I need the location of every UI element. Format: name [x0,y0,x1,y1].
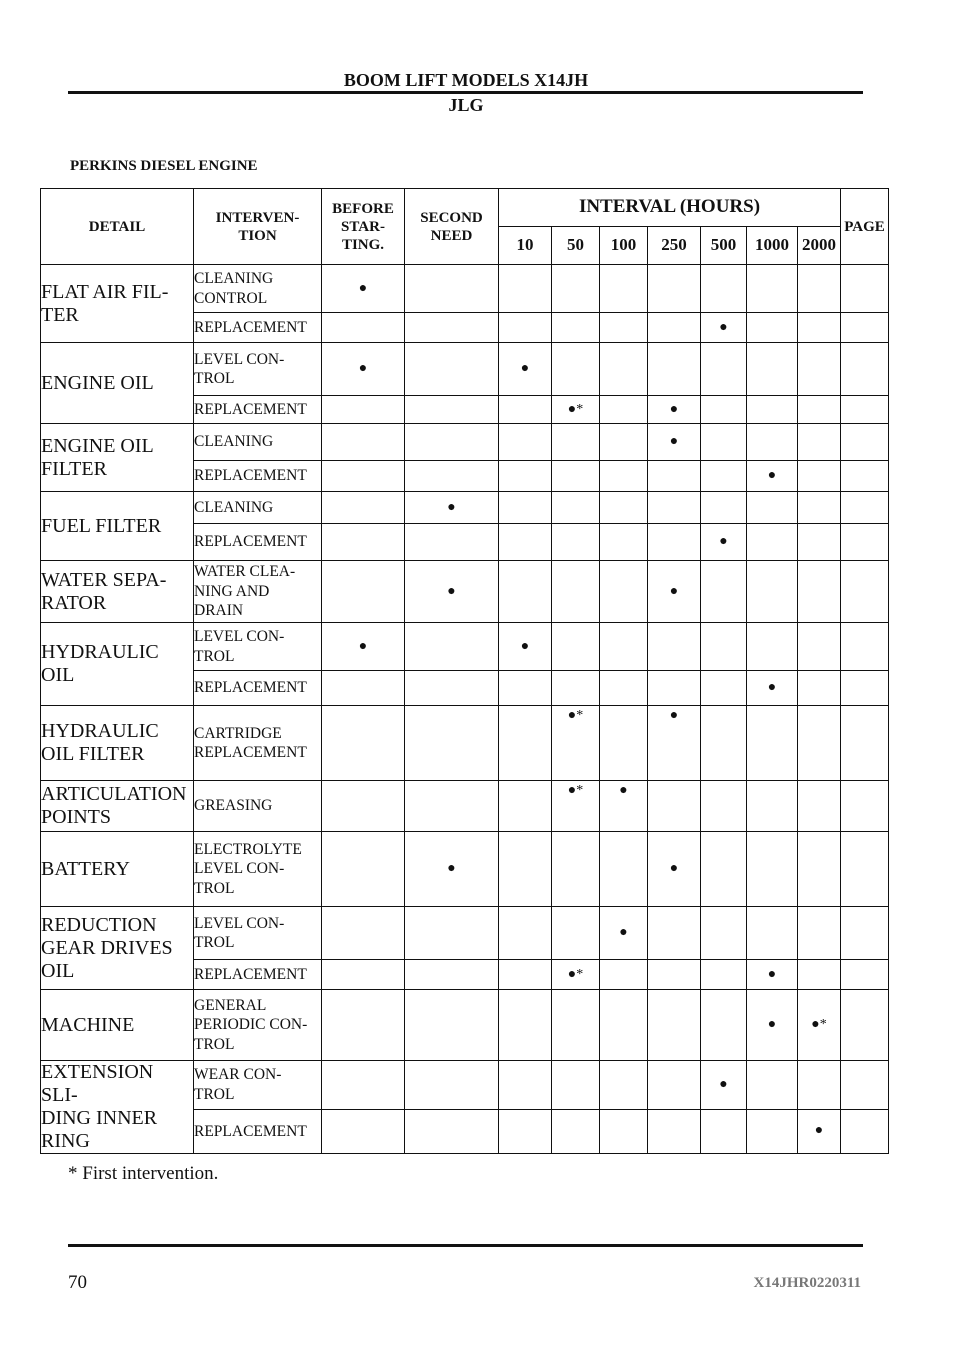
header-hour-1000: 1000 [747,227,798,265]
document-code: X14JHR0220311 [753,1275,861,1291]
section-title: PERKINS DIESEL ENGINE [70,158,258,174]
schedule-cell [701,561,747,623]
schedule-cell [600,561,648,623]
schedule-cell [701,671,747,706]
footnote: * First intervention. [68,1163,219,1184]
schedule-cell [600,1061,648,1110]
schedule-mark: ● [600,907,648,960]
schedule-mark: ● [648,396,701,424]
intervention-cell: REPLACEMENT [194,960,322,990]
schedule-cell [322,960,405,990]
schedule-cell [648,461,701,492]
schedule-cell [499,1061,552,1110]
schedule-cell [701,461,747,492]
schedule-mark: ●* [552,781,600,832]
schedule-cell [648,990,701,1061]
schedule-cell [747,343,798,396]
schedule-cell [841,671,889,706]
schedule-cell [701,396,747,424]
table-row [41,343,889,396]
schedule-cell [701,990,747,1061]
table-row [41,561,889,623]
schedule-cell [322,781,405,832]
schedule-cell [701,706,747,781]
schedule-cell [701,781,747,832]
schedule-mark: ● [405,832,499,907]
table-row [41,907,889,960]
schedule-mark: ● [322,265,405,313]
table-row [41,990,889,1061]
schedule-mark: ●* [552,706,600,781]
schedule-cell [322,907,405,960]
schedule-cell [747,706,798,781]
schedule-cell [798,492,841,524]
schedule-mark: ● [701,313,747,343]
intervention-cell: CLEANING [194,424,322,461]
schedule-mark: ● [322,343,405,396]
schedule-cell [600,623,648,671]
table-row [41,706,889,781]
schedule-cell [747,623,798,671]
table-row [41,265,889,313]
schedule-cell [747,561,798,623]
schedule-cell [499,424,552,461]
schedule-cell [701,907,747,960]
schedule-cell [747,1109,798,1153]
header-hour-10: 10 [499,227,552,265]
detail-cell: FUEL FILTER [41,492,194,561]
schedule-mark: ● [798,1109,841,1153]
document-subtitle: JLG [448,95,484,115]
schedule-cell [322,706,405,781]
schedule-cell [841,461,889,492]
schedule-cell [648,524,701,561]
intervention-cell: REPLACEMENT [194,524,322,561]
schedule-cell [322,492,405,524]
header-rule [68,91,863,94]
schedule-cell [499,265,552,313]
intervention-cell: LEVEL CON- TROL [194,623,322,671]
schedule-cell [499,960,552,990]
intervention-cell: WATER CLEA- NING AND DRAIN [194,561,322,623]
schedule-cell [499,524,552,561]
schedule-cell [499,990,552,1061]
intervention-cell: REPLACEMENT [194,461,322,492]
table-row [41,623,889,671]
schedule-mark: ● [499,623,552,671]
schedule-cell [552,461,600,492]
detail-cell: WATER SEPA- RATOR [41,561,194,623]
schedule-cell [841,524,889,561]
detail-cell: HYDRAULIC OIL FILTER [41,706,194,781]
schedule-cell [600,524,648,561]
schedule-cell [600,492,648,524]
schedule-cell [322,832,405,907]
schedule-cell [798,960,841,990]
header-before-starting [322,189,405,265]
intervention-cell: LEVEL CON- TROL [194,343,322,396]
schedule-cell [405,265,499,313]
intervention-cell: REPLACEMENT [194,1109,322,1153]
detail-cell: REDUCTION GEAR DRIVES OIL [41,907,194,990]
schedule-cell [600,832,648,907]
schedule-cell [747,313,798,343]
schedule-mark: ●* [798,990,841,1061]
intervention-cell: CLEANING CONTROL [194,265,322,313]
schedule-cell [701,1109,747,1153]
schedule-cell [405,1061,499,1110]
intervention-cell: CARTRIDGE REPLACEMENT [194,706,322,781]
schedule-mark: ● [648,424,701,461]
schedule-cell [648,343,701,396]
schedule-cell [600,396,648,424]
schedule-cell [798,461,841,492]
header-hour-100: 100 [600,227,648,265]
schedule-cell [405,1109,499,1153]
table-row [41,1061,889,1110]
schedule-cell [405,990,499,1061]
schedule-cell [841,1061,889,1110]
schedule-cell [798,781,841,832]
schedule-cell [648,623,701,671]
schedule-cell [499,706,552,781]
schedule-cell [552,524,600,561]
schedule-cell [841,561,889,623]
detail-cell: ENGINE OIL [41,343,194,424]
schedule-mark: ●* [552,396,600,424]
schedule-cell [552,265,600,313]
schedule-cell [798,343,841,396]
schedule-cell [841,313,889,343]
schedule-cell [552,492,600,524]
intervention-cell: LEVEL CON- TROL [194,907,322,960]
schedule-cell [552,907,600,960]
schedule-cell [322,313,405,343]
schedule-mark: ● [747,990,798,1061]
schedule-cell [841,265,889,313]
schedule-cell [499,832,552,907]
schedule-cell [648,265,701,313]
page-number: 70 [68,1272,87,1293]
table-row [41,424,889,461]
schedule-cell [798,623,841,671]
schedule-cell [798,706,841,781]
detail-cell: HYDRAULIC OIL [41,623,194,706]
intervention-cell: ELECTROLYTE LEVEL CON- TROL [194,832,322,907]
schedule-cell [648,492,701,524]
schedule-cell [322,461,405,492]
schedule-mark: ● [747,461,798,492]
schedule-mark: ● [701,1061,747,1110]
schedule-cell [405,960,499,990]
schedule-cell [600,960,648,990]
schedule-cell [405,396,499,424]
schedule-cell [841,832,889,907]
schedule-cell [648,960,701,990]
schedule-cell [405,623,499,671]
schedule-cell [322,396,405,424]
schedule-cell [405,907,499,960]
schedule-cell [841,1109,889,1153]
schedule-cell [600,343,648,396]
schedule-cell [552,832,600,907]
header-interval: INTERVAL (HOURS) [499,189,841,227]
schedule-cell [798,832,841,907]
schedule-mark: ● [648,706,701,781]
schedule-cell [600,1109,648,1153]
schedule-cell [600,461,648,492]
schedule-cell [648,781,701,832]
schedule-cell [552,561,600,623]
schedule-mark: ● [405,561,499,623]
schedule-cell [405,671,499,706]
schedule-cell [701,832,747,907]
schedule-cell [841,623,889,671]
schedule-cell [405,706,499,781]
schedule-mark: ● [405,492,499,524]
schedule-mark: ●* [552,960,600,990]
table-row [41,492,889,524]
intervention-cell: REPLACEMENT [194,671,322,706]
header-hour-50: 50 [552,227,600,265]
schedule-cell [552,343,600,396]
detail-cell: ARTICULATION POINTS [41,781,194,832]
header-before-starting-label: BEFORE STAR- TING. [332,200,394,253]
intervention-cell: REPLACEMENT [194,396,322,424]
schedule-mark: ● [499,343,552,396]
intervention-cell: CLEANING [194,492,322,524]
schedule-cell [841,990,889,1061]
schedule-cell [841,492,889,524]
schedule-cell [552,313,600,343]
schedule-cell [552,623,600,671]
schedule-cell [405,424,499,461]
schedule-mark: ● [648,832,701,907]
detail-cell: MACHINE [41,990,194,1061]
schedule-cell [648,1061,701,1110]
schedule-cell [499,396,552,424]
schedule-mark: ● [701,524,747,561]
table-row [41,832,889,907]
header-hour-500: 500 [701,227,747,265]
intervention-cell: GENERAL PERIODIC CON- TROL [194,990,322,1061]
schedule-cell [701,343,747,396]
schedule-cell [322,990,405,1061]
schedule-cell [841,960,889,990]
schedule-cell [701,265,747,313]
schedule-cell [841,343,889,396]
schedule-mark: ● [648,561,701,623]
schedule-cell [552,671,600,706]
schedule-cell [747,265,798,313]
detail-cell: FLAT AIR FIL- TER [41,265,194,343]
schedule-cell [552,1109,600,1153]
header-page: PAGE [841,189,889,265]
intervention-cell: WEAR CON- TROL [194,1061,322,1110]
schedule-cell [841,396,889,424]
schedule-cell [701,492,747,524]
schedule-cell [499,781,552,832]
schedule-cell [322,1109,405,1153]
schedule-cell [405,461,499,492]
schedule-cell [405,343,499,396]
schedule-cell [841,706,889,781]
schedule-cell [747,781,798,832]
schedule-cell [405,524,499,561]
header-detail: DETAIL [41,189,194,265]
schedule-cell [798,671,841,706]
detail-cell: BATTERY [41,832,194,907]
header-intervention [194,189,322,265]
schedule-cell [798,265,841,313]
schedule-cell [499,313,552,343]
schedule-cell [648,671,701,706]
schedule-cell [499,1109,552,1153]
maintenance-table [40,188,889,1154]
schedule-cell [841,424,889,461]
schedule-cell [322,524,405,561]
schedule-cell [600,990,648,1061]
schedule-cell [798,907,841,960]
schedule-cell [600,706,648,781]
schedule-mark: ● [747,960,798,990]
detail-cell: ENGINE OIL FILTER [41,424,194,492]
schedule-cell [552,990,600,1061]
intervention-cell: GREASING [194,781,322,832]
table-row [41,781,889,832]
schedule-cell [701,960,747,990]
schedule-cell [648,313,701,343]
schedule-cell [798,1061,841,1110]
detail-cell: EXTENSION SLI- DING INNER RING [41,1061,194,1154]
schedule-cell [701,424,747,461]
header-hour-2000: 2000 [798,227,841,265]
schedule-cell [322,561,405,623]
header-intervention-label: INTERVEN- TION [215,209,300,244]
schedule-mark: ● [747,671,798,706]
schedule-cell [841,907,889,960]
schedule-cell [600,313,648,343]
schedule-cell [798,313,841,343]
schedule-cell [798,524,841,561]
schedule-cell [499,671,552,706]
schedule-cell [552,424,600,461]
schedule-cell [701,623,747,671]
schedule-cell [747,524,798,561]
schedule-cell [798,561,841,623]
schedule-cell [499,461,552,492]
schedule-cell [747,832,798,907]
schedule-cell [747,907,798,960]
footer-rule [68,1244,863,1247]
schedule-cell [322,1061,405,1110]
schedule-cell [841,781,889,832]
header-hour-250: 250 [648,227,701,265]
schedule-cell [600,671,648,706]
document-title: BOOM LIFT MODELS X14JH [343,70,589,90]
schedule-cell [648,907,701,960]
schedule-cell [600,265,648,313]
schedule-mark: ● [322,623,405,671]
schedule-cell [747,1061,798,1110]
schedule-cell [405,781,499,832]
schedule-cell [405,313,499,343]
intervention-cell: REPLACEMENT [194,313,322,343]
schedule-cell [747,424,798,461]
header-second-need [405,189,499,265]
schedule-cell [499,907,552,960]
schedule-cell [600,424,648,461]
schedule-cell [499,561,552,623]
schedule-cell [747,396,798,424]
schedule-cell [747,492,798,524]
schedule-cell [798,424,841,461]
schedule-cell [322,671,405,706]
schedule-cell [798,396,841,424]
schedule-mark: ● [600,781,648,832]
schedule-cell [322,424,405,461]
schedule-cell [552,1061,600,1110]
header-second-need-label: SECOND NEED [420,209,483,244]
schedule-cell [648,1109,701,1153]
schedule-cell [499,492,552,524]
